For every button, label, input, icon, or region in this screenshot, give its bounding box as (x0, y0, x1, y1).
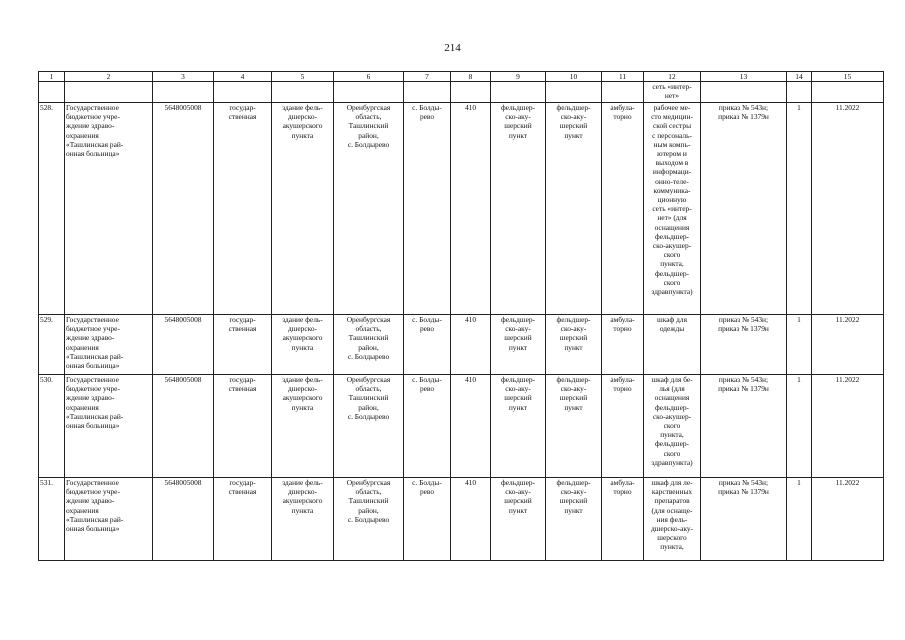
facility-type-cell: фельдшер- ско-аку- шерский пункт (546, 103, 602, 315)
settlement-cell: с. Болды- рево (404, 478, 451, 561)
column-header: 10 (546, 72, 602, 82)
equipment-cell: шкаф для бе- лья (для оснащения фельдшер- ско-акушер- ского пункта, фельдшер- ского здравпункта) (644, 375, 701, 478)
header-row (39, 72, 884, 82)
inn-cell: 5648005008 (153, 375, 214, 478)
inn-cell: 5648005008 (153, 478, 214, 561)
date-cell: 11.2022 (812, 375, 884, 478)
order-cell: приказ № 543н; приказ № 1379н (701, 103, 787, 315)
table-cell (153, 82, 214, 103)
table-cell (65, 82, 153, 103)
address-cell: Оренбургская область, Ташлинский район, с. Болдырево (334, 375, 404, 478)
facility-type-cell: фельдшер- ско-аку- шерский пункт (491, 478, 546, 561)
facility-type-cell: фельдшер- ско-аку- шерский пункт (546, 478, 602, 561)
quantity-cell: 1 (787, 375, 812, 478)
column-header: 4 (214, 72, 272, 82)
address-cell: Оренбургская область, Ташлинский район, с. Болдырево (334, 478, 404, 561)
quantity-cell: 1 (787, 103, 812, 315)
ownership-cell: государ- ственная (214, 103, 272, 315)
inn-cell: 5648005008 (153, 315, 214, 375)
building-cell: здание фель- дшерско- акушерского пункта (272, 315, 334, 375)
table-cell (451, 82, 491, 103)
column-header: 6 (334, 72, 404, 82)
column-header: 15 (812, 72, 884, 82)
table-cell (812, 82, 884, 103)
facility-type-cell: фельдшер- ско-аку- шерский пункт (491, 103, 546, 315)
column-header: 12 (644, 72, 701, 82)
care-form-cell: амбула- торно (602, 478, 644, 561)
table-row (39, 315, 884, 375)
table-cell (546, 82, 602, 103)
facility-type-cell: фельдшер- ско-аку- шерский пункт (491, 375, 546, 478)
order-cell: приказ № 543н; приказ № 1379н (701, 315, 787, 375)
organization-cell: Государственное бюджетное учре- ждение здраво- охранения «Ташлинская рай- онная больница» (65, 103, 153, 315)
column-header: 5 (272, 72, 334, 82)
table-cell (214, 82, 272, 103)
equipment-table (38, 71, 884, 561)
ownership-cell: государ- ственная (214, 478, 272, 561)
column-header: 2 (65, 72, 153, 82)
date-cell: 11.2022 (812, 478, 884, 561)
care-form-cell: амбула- торно (602, 315, 644, 375)
column-header: 7 (404, 72, 451, 82)
column-header: 13 (701, 72, 787, 82)
table-cell (334, 82, 404, 103)
inn-cell: 5648005008 (153, 103, 214, 315)
building-cell: здание фель- дшерско- акушерского пункта (272, 103, 334, 315)
equipment-cell: шкаф для одежды (644, 315, 701, 375)
address-cell: Оренбургская область, Ташлинский район, с. Болдырево (334, 315, 404, 375)
date-cell: 11.2022 (812, 103, 884, 315)
settlement-cell: с. Болды- рево (404, 103, 451, 315)
facility-type-cell: фельдшер- ско-аку- шерский пункт (491, 315, 546, 375)
population-cell: 410 (451, 103, 491, 315)
table-cell (787, 82, 812, 103)
table-cell (39, 82, 65, 103)
care-form-cell: амбула- торно (602, 103, 644, 315)
building-cell: здание фель- дшерско- акушерского пункта (272, 375, 334, 478)
column-header: 11 (602, 72, 644, 82)
table-row (39, 375, 884, 478)
table-cell (701, 82, 787, 103)
row-number: 531. (39, 478, 65, 561)
facility-type-cell: фельдшер- ско-аку- шерский пункт (546, 375, 602, 478)
order-cell: приказ № 543н; приказ № 1379н (701, 375, 787, 478)
quantity-cell: 1 (787, 478, 812, 561)
care-form-cell: амбула- торно (602, 375, 644, 478)
equipment-cell: шкаф для ле- карственных препаратов (для оснаще- ния фель- дшерско-аку- шерского пункта, (644, 478, 701, 561)
column-header: 3 (153, 72, 214, 82)
table-cell (602, 82, 644, 103)
column-header: 1 (39, 72, 65, 82)
organization-cell: Государственное бюджетное учре- ждение здраво- охранения «Ташлинская рай- онная больница» (65, 478, 153, 561)
continuation-row (39, 82, 884, 103)
population-cell: 410 (451, 478, 491, 561)
table-cell: сеть «интер- нет» (644, 82, 701, 103)
equipment-cell: рабочее ме- сто медицин- ской сестры с персональ- ным компь- ютером и выходом в информаци- онно-теле- коммуника- ционную сеть «интер- нет» (для оснащения фельдшер- ско-акушер- ского пункта, фельдшер- ского здравпункта) (644, 103, 701, 315)
quantity-cell: 1 (787, 315, 812, 375)
table-cell (491, 82, 546, 103)
table-row (39, 478, 884, 561)
population-cell: 410 (451, 315, 491, 375)
settlement-cell: с. Болды- рево (404, 315, 451, 375)
column-header: 14 (787, 72, 812, 82)
address-cell: Оренбургская область, Ташлинский район, с. Болдырево (334, 103, 404, 315)
settlement-cell: с. Болды- рево (404, 375, 451, 478)
row-number: 530. (39, 375, 65, 478)
row-number: 528. (39, 103, 65, 315)
table-cell (404, 82, 451, 103)
page-number: 214 (444, 42, 461, 54)
organization-cell: Государственное бюджетное учре- ждение здраво- охранения «Ташлинская рай- онная больница» (65, 375, 153, 478)
facility-type-cell: фельдшер- ско-аку- шерский пункт (546, 315, 602, 375)
column-header: 8 (451, 72, 491, 82)
ownership-cell: государ- ственная (214, 375, 272, 478)
organization-cell: Государственное бюджетное учре- ждение здраво- охранения «Ташлинская рай- онная больница» (65, 315, 153, 375)
ownership-cell: государ- ственная (214, 315, 272, 375)
column-header: 9 (491, 72, 546, 82)
order-cell: приказ № 543н; приказ № 1379н (701, 478, 787, 561)
population-cell: 410 (451, 375, 491, 478)
table-cell (272, 82, 334, 103)
building-cell: здание фель- дшерско- акушерского пункта (272, 478, 334, 561)
table-row (39, 103, 884, 315)
row-number: 529. (39, 315, 65, 375)
date-cell: 11.2022 (812, 315, 884, 375)
